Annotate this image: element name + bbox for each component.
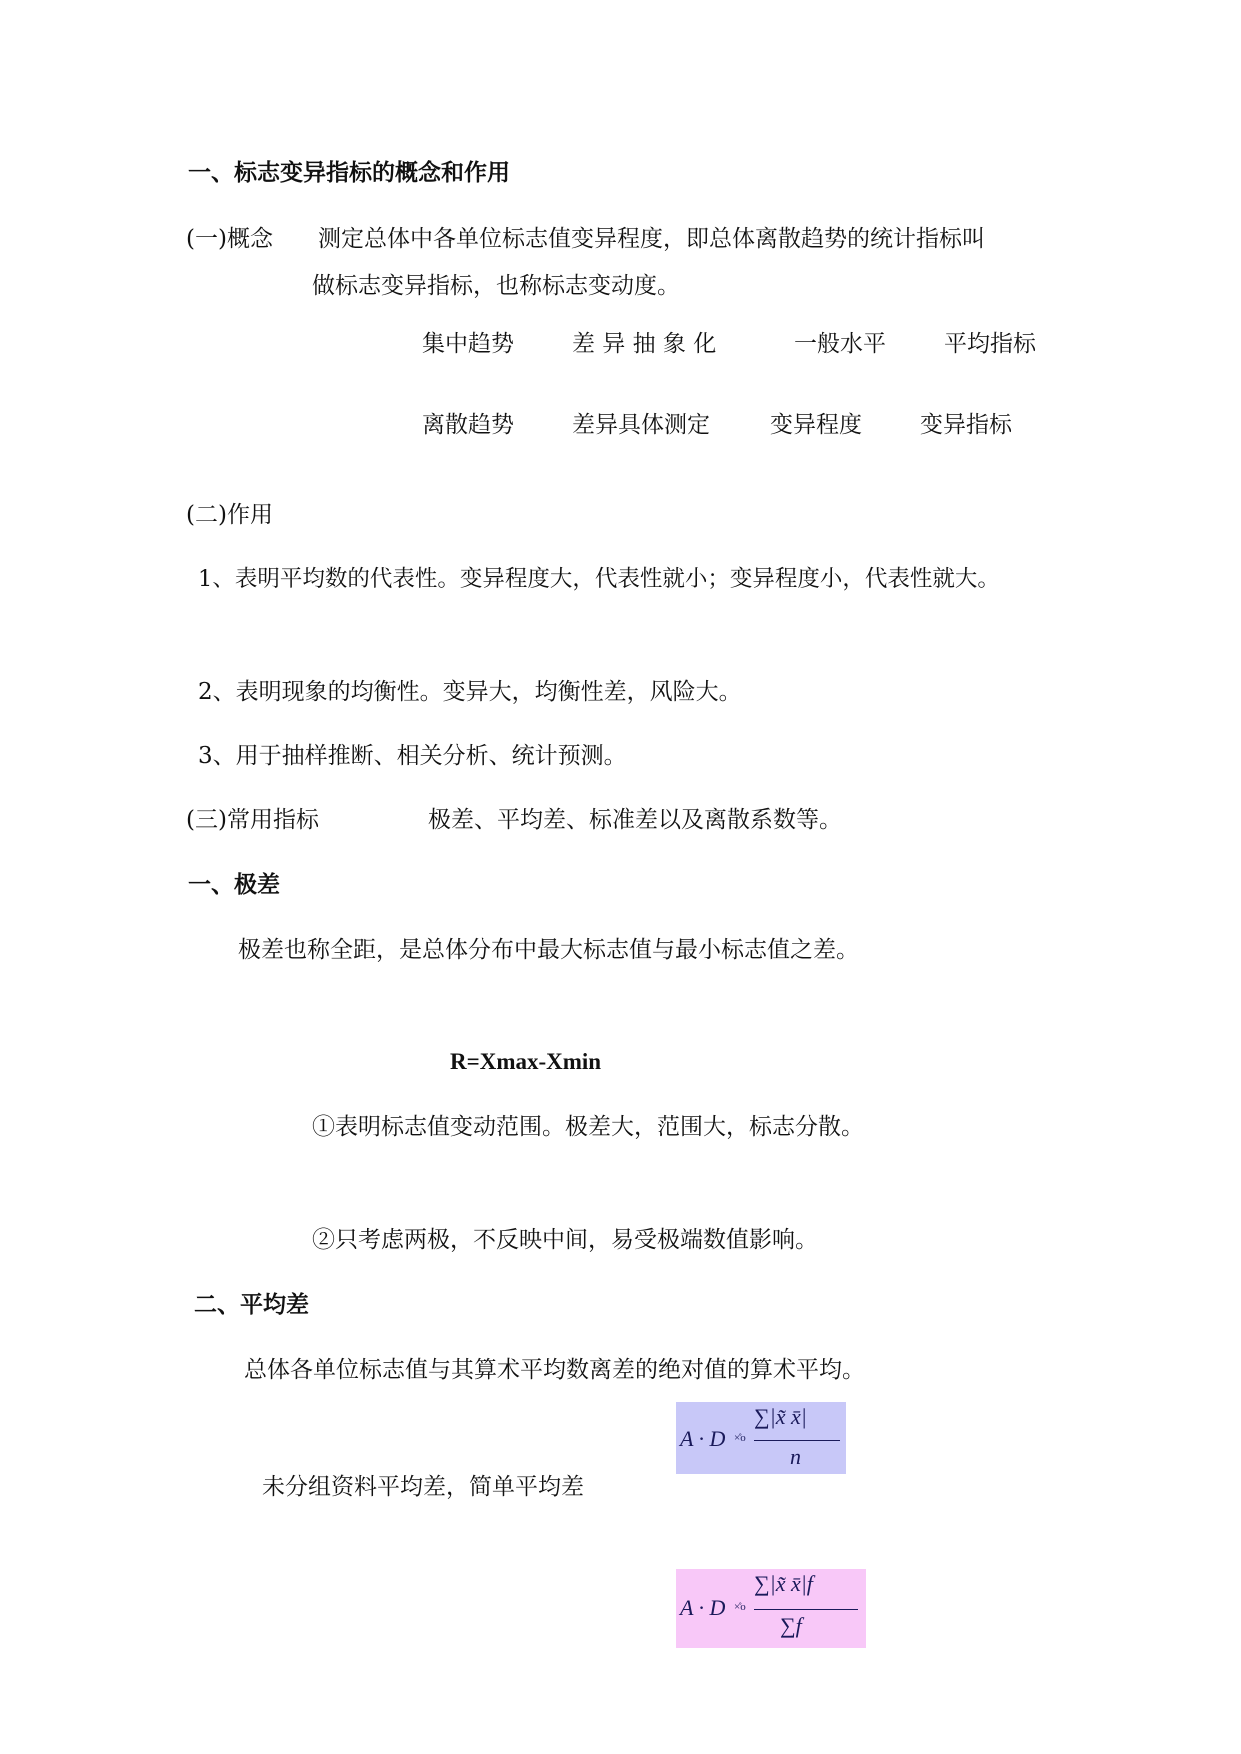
section-heading-range: 一、极差: [188, 872, 280, 898]
concept-row1-cell: 差 异 抽 象 化: [572, 331, 717, 357]
role-item: 1、表明平均数的代表性。变异程度大，代表性就小；变异程度小，代表性就大。: [198, 566, 1000, 592]
formula-numerator: ∑|x̃ x̄|f: [754, 1571, 813, 1596]
formula-equals-symbol: ×̊o: [734, 1432, 746, 1444]
concept-label: (一)概念: [186, 226, 273, 252]
concept-row1-cell: 一般水平: [794, 331, 886, 357]
concept-text-line1: 测定总体中各单位标志值变异程度，即总体离散趋势的统计指标叫: [318, 226, 985, 252]
section-heading-concept: 一、标志变异指标的概念和作用: [188, 160, 510, 186]
formula-denominator: ∑f: [780, 1613, 802, 1638]
role-label: (二)作用: [186, 502, 273, 528]
simple-mean-deviation-formula: [676, 1402, 846, 1474]
concept-row2-cell: 变异指标: [920, 412, 1012, 438]
role-item: 3、用于抽样推断、相关分析、统计预测。: [198, 743, 627, 769]
mean-deviation-definition: 总体各单位标志值与其算术平均数离差的绝对值的算术平均。: [244, 1357, 865, 1383]
common-text: 极差、平均差、标准差以及离散系数等。: [428, 807, 842, 833]
range-formula: R=Xmax-Xmin: [450, 1049, 602, 1074]
fraction-bar: [754, 1609, 858, 1610]
concept-row1-cell: 平均指标: [944, 331, 1036, 357]
weighted-mean-deviation-formula: [676, 1569, 866, 1648]
concept-row2-cell: 差异具体测定: [572, 412, 710, 438]
formula-lhs: A · D: [680, 1595, 726, 1620]
formula-denominator: n: [790, 1444, 801, 1469]
formula-equals-symbol: ×̊o: [734, 1601, 746, 1613]
role-item: 2、表明现象的均衡性。变异大，均衡性差，风险大。: [198, 679, 742, 705]
formula-numerator: ∑|x̃ x̄|: [754, 1404, 807, 1429]
concept-row2-cell: 变异程度: [770, 412, 862, 438]
range-note: ①表明标志值变动范围。极差大，范围大，标志分散。: [312, 1114, 864, 1140]
range-note: ②只考虑两极，不反映中间，易受极端数值影响。: [312, 1227, 818, 1253]
concept-text-line2: 做标志变异指标，也称标志变动度。: [312, 273, 680, 299]
common-label: (三)常用指标: [186, 807, 319, 833]
section-heading-mean-deviation: 二、平均差: [194, 1292, 309, 1318]
concept-row1-cell: 集中趋势: [422, 331, 514, 357]
formula-lhs: A · D: [680, 1426, 726, 1451]
range-definition: 极差也称全距，是总体分布中最大标志值与最小标志值之差。: [238, 937, 859, 963]
fraction-bar: [754, 1440, 840, 1441]
simple-mean-deviation-label: 未分组资料平均差，简单平均差: [262, 1474, 584, 1500]
concept-row2-cell: 离散趋势: [422, 412, 514, 438]
